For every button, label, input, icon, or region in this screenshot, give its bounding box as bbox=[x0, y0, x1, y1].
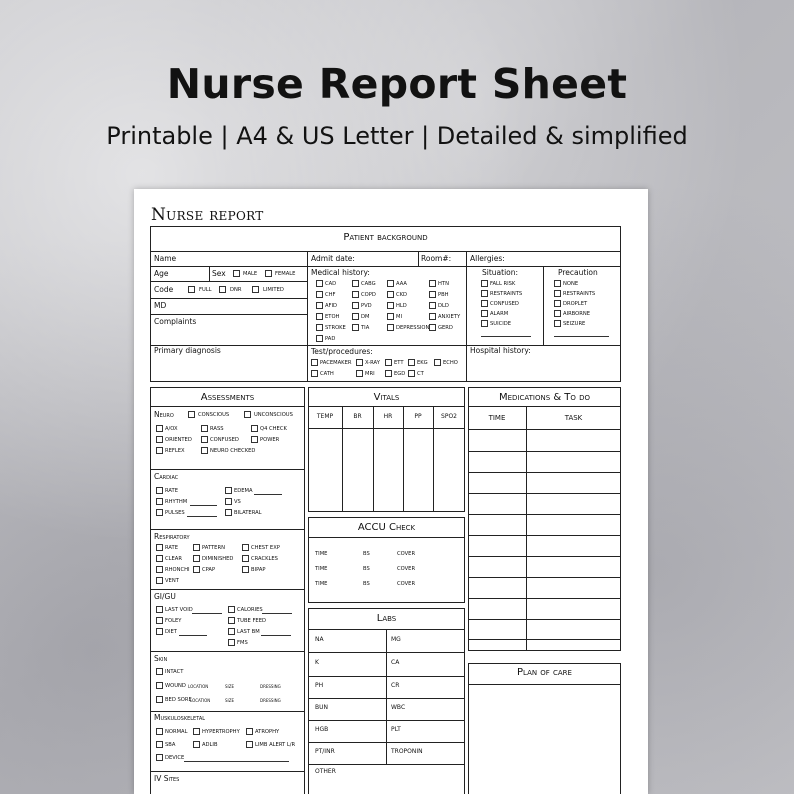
mh-gerd-checkbox[interactable] bbox=[429, 324, 436, 331]
vitals-heading: Vitals bbox=[373, 392, 400, 403]
medications-heading: Medications & To do bbox=[498, 392, 591, 403]
lab-name: NA bbox=[315, 636, 324, 643]
full-checkbox[interactable] bbox=[188, 286, 195, 293]
resp-clear-checkbox[interactable] bbox=[156, 555, 163, 562]
neuro-item: POWER bbox=[260, 437, 280, 443]
neuro-rass-checkbox[interactable] bbox=[201, 425, 208, 432]
situation-item: ALARM bbox=[490, 311, 509, 317]
mh-hld-checkbox[interactable] bbox=[387, 302, 394, 309]
mh-aaa-checkbox[interactable] bbox=[387, 280, 394, 287]
neuro-q4-checkbox[interactable] bbox=[251, 425, 258, 432]
mh-item: DM bbox=[361, 314, 370, 320]
test-item: ETT bbox=[394, 360, 404, 366]
hero-title: Nurse Report Sheet bbox=[166, 60, 628, 108]
code-label: Code bbox=[154, 285, 174, 294]
accu-cover: COVER bbox=[397, 551, 416, 557]
medical-history-label: Medical history: bbox=[311, 268, 370, 277]
skin-item: BED SORE bbox=[165, 697, 192, 703]
lab-name: OTHER bbox=[315, 768, 336, 775]
assessments-heading: Assessments bbox=[200, 392, 255, 403]
precaution-item: NONE bbox=[563, 281, 579, 287]
test-mri-checkbox[interactable] bbox=[356, 370, 363, 377]
resp-rate-checkbox[interactable] bbox=[156, 544, 163, 551]
gigu-item: LAST VOID bbox=[165, 607, 193, 613]
vitals-col: PP bbox=[414, 413, 422, 420]
mh-htn-checkbox[interactable] bbox=[429, 280, 436, 287]
neuro-checked-checkbox[interactable] bbox=[201, 447, 208, 454]
dnr-label: DNR bbox=[230, 287, 242, 293]
resp-rhonchi-checkbox[interactable] bbox=[156, 566, 163, 573]
mh-mi-checkbox[interactable] bbox=[387, 313, 394, 320]
skin-bed-sore-checkbox[interactable] bbox=[156, 696, 163, 703]
resp-item: RHONCHI bbox=[165, 567, 190, 573]
lab-name: WBC bbox=[391, 704, 406, 711]
lab-name: MG bbox=[391, 636, 401, 643]
neuro-item: CONSCIOUS bbox=[198, 412, 230, 418]
lab-name: PT/INR bbox=[315, 748, 335, 755]
musk-item: HYPERTROPHY bbox=[202, 729, 240, 735]
mh-item: DEPRESSION bbox=[396, 325, 430, 331]
skin-label: Skin bbox=[154, 654, 168, 663]
neuro-conscious-checkbox[interactable] bbox=[188, 411, 195, 418]
neuro-oriented-checkbox[interactable] bbox=[156, 436, 163, 443]
musk-item: ADLIB bbox=[202, 742, 218, 748]
cardiac-item: RHYTHM bbox=[165, 499, 188, 505]
test-pacemaker-checkbox[interactable] bbox=[311, 359, 318, 366]
skin-location: LOCATION bbox=[190, 698, 211, 703]
test-item: X-RAY bbox=[365, 360, 380, 366]
limited-checkbox[interactable] bbox=[252, 286, 259, 293]
precaution-item: AIRBORNE bbox=[563, 311, 590, 317]
mh-item: HLD bbox=[396, 303, 407, 309]
accu-check-heading: ACCU Check bbox=[357, 522, 416, 533]
mh-item: ANXIETY bbox=[438, 314, 461, 320]
precaution-label: Precaution bbox=[558, 268, 598, 277]
hero-subtitle: Printable | A4 & US Letter | Detailed & simplified bbox=[106, 122, 688, 150]
musk-item: ATROPHY bbox=[255, 729, 280, 735]
test-ett-checkbox[interactable] bbox=[385, 359, 392, 366]
cardiac-edema-checkbox[interactable] bbox=[225, 487, 232, 494]
musk-item: SBA bbox=[165, 742, 176, 748]
situation-confused-checkbox[interactable] bbox=[481, 300, 488, 307]
male-label: MALE bbox=[243, 271, 258, 277]
gigu-label: GI/GU bbox=[154, 592, 176, 601]
mh-item: PVD bbox=[361, 303, 372, 309]
resp-item: PATTERN bbox=[202, 545, 225, 551]
test-xray-checkbox[interactable] bbox=[356, 359, 363, 366]
gigu-calories-checkbox[interactable] bbox=[228, 606, 235, 613]
mh-dm-checkbox[interactable] bbox=[352, 313, 359, 320]
mh-item: PBH bbox=[438, 292, 449, 298]
cardiac-label: Cardiac bbox=[154, 472, 179, 481]
full-label: FULL bbox=[199, 287, 212, 293]
situation-label: Situation: bbox=[482, 268, 519, 277]
cardiac-rate-checkbox[interactable] bbox=[156, 487, 163, 494]
limited-label: LIMITED bbox=[263, 287, 284, 293]
test-cath-checkbox[interactable] bbox=[311, 370, 318, 377]
skin-intact-checkbox[interactable] bbox=[156, 668, 163, 675]
medications-box bbox=[468, 387, 621, 651]
skin-size: SIZE bbox=[225, 698, 234, 703]
room-label: Room#: bbox=[421, 254, 452, 263]
mh-item: MI bbox=[396, 314, 403, 320]
muskuloskeletal-label: Muskuloskeletal bbox=[154, 713, 206, 722]
neuro-aox-checkbox[interactable] bbox=[156, 425, 163, 432]
situation-item: CONFUSED bbox=[490, 301, 519, 307]
resp-item: CRACKLES bbox=[251, 556, 278, 562]
resp-item: CPAP bbox=[202, 567, 216, 573]
accu-time: TIME bbox=[315, 581, 328, 587]
skin-item: WOUND bbox=[165, 683, 186, 689]
neuro-item: REFLEX bbox=[165, 448, 185, 454]
precaution-item: SEIZURE bbox=[563, 321, 586, 327]
resp-pattern-checkbox[interactable] bbox=[193, 544, 200, 551]
mh-stroke-checkbox[interactable] bbox=[316, 324, 323, 331]
admit-date-label: Admit date: bbox=[311, 254, 355, 263]
skin-item: INTACT bbox=[165, 669, 184, 675]
test-egd-checkbox[interactable] bbox=[385, 370, 392, 377]
mh-item: DLD bbox=[438, 303, 449, 309]
mh-item: GERD bbox=[438, 325, 453, 331]
skin-size: SIZE bbox=[225, 684, 234, 689]
plan-of-care-box bbox=[468, 663, 621, 794]
mh-item: TIA bbox=[361, 325, 370, 331]
precaution-airborne-checkbox[interactable] bbox=[554, 310, 561, 317]
accu-cover: COVER bbox=[397, 581, 416, 587]
situation-fall-risk-checkbox[interactable] bbox=[481, 280, 488, 287]
neuro-item: Q4 CHECK bbox=[260, 426, 287, 432]
mh-item: AFID bbox=[325, 303, 338, 309]
test-item: PACEMAKER bbox=[320, 360, 352, 366]
situation-item: SUICIDE bbox=[490, 321, 512, 327]
cardiac-pulses-checkbox[interactable] bbox=[156, 509, 163, 516]
test-item: ECHO bbox=[443, 360, 458, 366]
labs-heading: Labs bbox=[376, 613, 397, 624]
resp-item: RATE bbox=[165, 545, 178, 551]
resp-item: VENT bbox=[165, 578, 179, 584]
vitals-col: HR bbox=[383, 413, 393, 420]
neuro-item: ORIENTED bbox=[165, 437, 192, 443]
gigu-item: FMS bbox=[237, 640, 248, 646]
accu-bs: BS bbox=[363, 566, 370, 572]
mh-item: STROKE bbox=[325, 325, 346, 331]
male-checkbox[interactable] bbox=[233, 270, 240, 277]
cardiac-item: RATE bbox=[165, 488, 178, 494]
musk-atrophy-checkbox[interactable] bbox=[246, 728, 253, 735]
mh-chf-checkbox[interactable] bbox=[316, 291, 323, 298]
resp-item: CLEAR bbox=[165, 556, 182, 562]
test-echo-checkbox[interactable] bbox=[434, 359, 441, 366]
gigu-fms-checkbox[interactable] bbox=[228, 639, 235, 646]
neuro-power-checkbox[interactable] bbox=[251, 436, 258, 443]
mh-item: ETOH bbox=[325, 314, 340, 320]
skin-wound-checkbox[interactable] bbox=[156, 682, 163, 689]
mh-item: CKD bbox=[396, 292, 408, 298]
resp-item: DIMINISHED bbox=[202, 556, 234, 562]
allergies-label: Allergies: bbox=[470, 254, 505, 263]
mh-item: CAD bbox=[325, 281, 337, 287]
lab-name: PH bbox=[315, 682, 324, 689]
mh-dld-checkbox[interactable] bbox=[429, 302, 436, 309]
musk-item: LIMB ALERT L/R bbox=[255, 742, 296, 748]
mh-item: COPD bbox=[361, 292, 376, 298]
age-label: Age bbox=[154, 269, 169, 278]
skin-location: LOCATION bbox=[188, 684, 209, 689]
test-item: MRI bbox=[365, 371, 375, 377]
sex-label: Sex bbox=[212, 269, 226, 278]
tests-label: Test/procedures: bbox=[311, 347, 373, 356]
gigu-tube-feed-checkbox[interactable] bbox=[228, 617, 235, 624]
accu-cover: COVER bbox=[397, 566, 416, 572]
accu-bs: BS bbox=[363, 551, 370, 557]
neuro-unconscious-checkbox[interactable] bbox=[244, 411, 251, 418]
musk-normal-checkbox[interactable] bbox=[156, 728, 163, 735]
lab-name: PLT bbox=[391, 726, 401, 733]
mh-item: CABG bbox=[361, 281, 376, 287]
musk-adlib-checkbox[interactable] bbox=[193, 741, 200, 748]
complaints-label: Complaints bbox=[154, 317, 197, 326]
situation-suicide-checkbox[interactable] bbox=[481, 320, 488, 327]
skin-dressing: DRESSING bbox=[260, 684, 281, 689]
test-item: CATH bbox=[320, 371, 334, 377]
neuro-item: UNCONSCIOUS bbox=[254, 412, 293, 418]
musk-item: NORMAL bbox=[165, 729, 188, 735]
gigu-item: LAST BM bbox=[237, 629, 260, 635]
skin-dressing: DRESSING bbox=[260, 698, 281, 703]
gigu-item: CALORIES bbox=[237, 607, 263, 613]
resp-chest-exp-checkbox[interactable] bbox=[242, 544, 249, 551]
musk-device-checkbox[interactable] bbox=[156, 754, 163, 761]
gigu-item: TUBE FEED bbox=[237, 618, 266, 624]
mh-cad-checkbox[interactable] bbox=[316, 280, 323, 287]
resp-vent-checkbox[interactable] bbox=[156, 577, 163, 584]
test-ct-checkbox[interactable] bbox=[408, 370, 415, 377]
musk-limb-alert-checkbox[interactable] bbox=[246, 741, 253, 748]
mh-depression-checkbox[interactable] bbox=[387, 324, 394, 331]
neuro-item: NEURO CHECKED bbox=[210, 448, 256, 454]
neuro-label: Neuro bbox=[154, 410, 174, 419]
patient-background-heading: Patient background bbox=[343, 232, 428, 243]
mh-pbh-checkbox[interactable] bbox=[429, 291, 436, 298]
test-ekg-checkbox[interactable] bbox=[408, 359, 415, 366]
cardiac-rhythm-checkbox[interactable] bbox=[156, 498, 163, 505]
test-item: CT bbox=[417, 371, 424, 377]
test-item: EGD bbox=[394, 371, 406, 377]
resp-crackles-checkbox[interactable] bbox=[242, 555, 249, 562]
situation-alarm-checkbox[interactable] bbox=[481, 310, 488, 317]
lab-name: K bbox=[315, 659, 319, 666]
situation-restraints-checkbox[interactable] bbox=[481, 290, 488, 297]
precaution-item: DROPLET bbox=[563, 301, 588, 307]
mh-item: AAA bbox=[396, 281, 407, 287]
cardiac-bilateral-checkbox[interactable] bbox=[225, 509, 232, 516]
resp-bipap-checkbox[interactable] bbox=[242, 566, 249, 573]
gigu-foley-checkbox[interactable] bbox=[156, 617, 163, 624]
mh-pad-checkbox[interactable] bbox=[316, 335, 323, 342]
lab-name: CR bbox=[391, 682, 400, 689]
accu-time: TIME bbox=[315, 566, 328, 572]
meds-task-header: TASK bbox=[564, 414, 583, 422]
respiratory-label: Respiratory bbox=[154, 532, 190, 541]
resp-item: CHEST EXP bbox=[251, 545, 280, 551]
mh-afid-checkbox[interactable] bbox=[316, 302, 323, 309]
mh-tia-checkbox[interactable] bbox=[352, 324, 359, 331]
mh-etoh-checkbox[interactable] bbox=[316, 313, 323, 320]
plan-of-care-heading: Plan of care bbox=[517, 667, 572, 678]
musk-item: DEVICE bbox=[165, 755, 185, 761]
gigu-last-bm-checkbox[interactable] bbox=[228, 628, 235, 635]
gigu-item: FOLEY bbox=[165, 618, 182, 624]
cardiac-item: VS bbox=[234, 499, 241, 505]
lab-name: HGB bbox=[315, 726, 329, 733]
situation-item: FALL RISK bbox=[490, 281, 516, 287]
neuro-item: RASS bbox=[210, 426, 224, 432]
nurse-report-sheet bbox=[134, 189, 648, 794]
neuro-item: A/OX bbox=[165, 426, 178, 432]
mh-copd-checkbox[interactable] bbox=[352, 291, 359, 298]
precaution-item: RESTRAINTS bbox=[563, 291, 596, 297]
resp-item: BIPAP bbox=[251, 567, 266, 573]
precaution-droplet-checkbox[interactable] bbox=[554, 300, 561, 307]
neuro-item: CONFUSED bbox=[210, 437, 239, 443]
gigu-diet-checkbox[interactable] bbox=[156, 628, 163, 635]
cardiac-item: BILATERAL bbox=[234, 510, 262, 516]
lab-name: TROPONIN bbox=[391, 748, 423, 755]
cardiac-item: PULSES bbox=[165, 510, 185, 516]
sheet-title: Nurse report bbox=[151, 205, 264, 225]
iv-sites-label: IV Sites bbox=[154, 774, 180, 783]
accu-time: TIME bbox=[315, 551, 328, 557]
musk-sba-checkbox[interactable] bbox=[156, 741, 163, 748]
mh-item: HTN bbox=[438, 281, 449, 287]
mh-pvd-checkbox[interactable] bbox=[352, 302, 359, 309]
mh-item: PAD bbox=[325, 336, 336, 342]
neuro-confused-checkbox[interactable] bbox=[201, 436, 208, 443]
vitals-col: BR bbox=[353, 413, 362, 420]
dnr-checkbox[interactable] bbox=[219, 286, 226, 293]
female-checkbox[interactable] bbox=[265, 270, 272, 277]
mh-ckd-checkbox[interactable] bbox=[387, 291, 394, 298]
precaution-none-checkbox[interactable] bbox=[554, 280, 561, 287]
cardiac-vs-checkbox[interactable] bbox=[225, 498, 232, 505]
precaution-restraints-checkbox[interactable] bbox=[554, 290, 561, 297]
accu-bs: BS bbox=[363, 581, 370, 587]
lab-name: BUN bbox=[315, 704, 328, 711]
resp-cpap-checkbox[interactable] bbox=[193, 566, 200, 573]
cardiac-item: EDEMA bbox=[234, 488, 253, 494]
gigu-item: DIET bbox=[165, 629, 177, 635]
test-item: EKG bbox=[417, 360, 428, 366]
hospital-history-label: Hospital history: bbox=[470, 346, 531, 355]
lab-name: CA bbox=[391, 659, 400, 666]
gigu-last-void-checkbox[interactable] bbox=[156, 606, 163, 613]
resp-diminished-checkbox[interactable] bbox=[193, 555, 200, 562]
name-label: Name bbox=[154, 254, 177, 263]
meds-time-header: TIME bbox=[488, 414, 506, 422]
mh-cabg-checkbox[interactable] bbox=[352, 280, 359, 287]
vitals-col: SPO2 bbox=[441, 413, 457, 420]
md-label: MD bbox=[154, 301, 167, 310]
neuro-reflex-checkbox[interactable] bbox=[156, 447, 163, 454]
musk-hypertrophy-checkbox[interactable] bbox=[193, 728, 200, 735]
mh-anxiety-checkbox[interactable] bbox=[429, 313, 436, 320]
vitals-col: TEMP bbox=[316, 413, 334, 420]
mh-item: CHF bbox=[325, 292, 336, 298]
situation-item: RESTRAINTS bbox=[490, 291, 523, 297]
female-label: FEMALE bbox=[275, 271, 296, 277]
primary-diagnosis-label: Primary diagnosis bbox=[154, 346, 221, 355]
precaution-seizure-checkbox[interactable] bbox=[554, 320, 561, 327]
